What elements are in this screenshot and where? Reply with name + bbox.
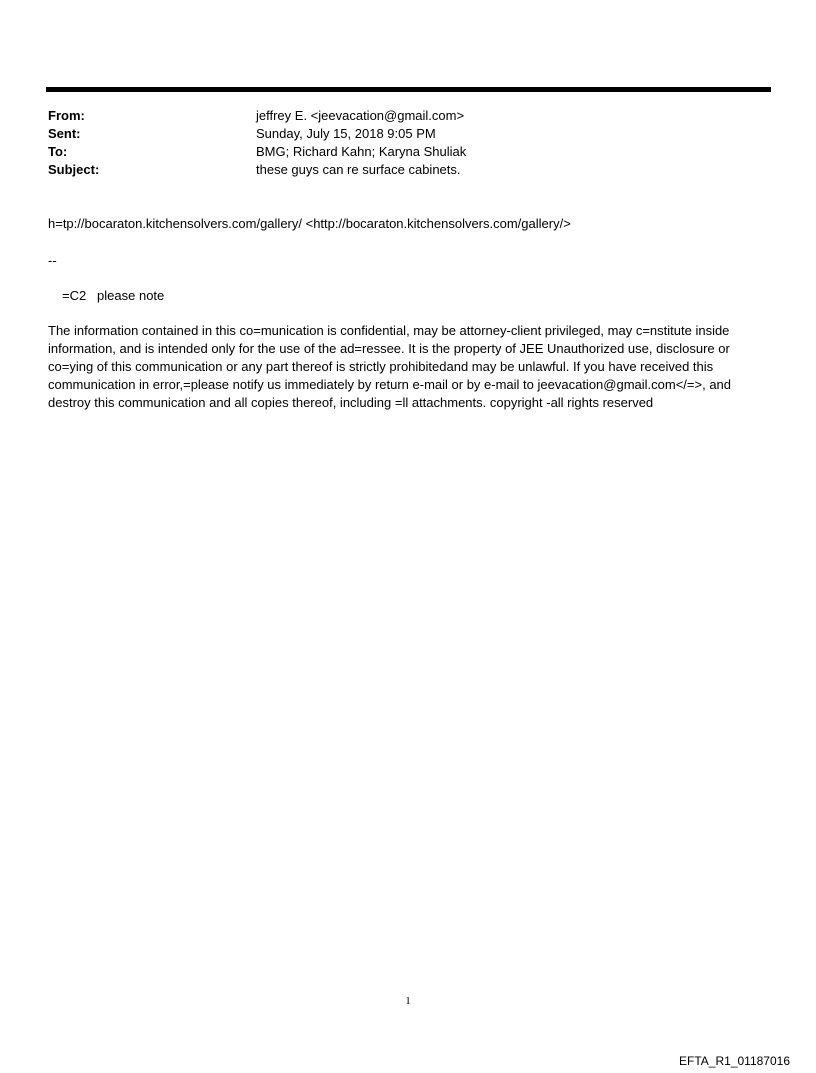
- to-value: BMG; Richard Kahn; Karyna Shuliak: [256, 144, 467, 159]
- confidentiality-disclaimer: The information contained in this co=munication is confidential, may be attorney-client privileged, may c=nstitute inside information, and is intended only for the use of the ad=ressee. It is the property of JEE Unauthorized use, disclosure or co=ying of this communication or any part thereof is strictly prohibitedand may be unlawful. If you have received this communication in error,=please notify us immediately by return e-mail or by e-mail to jeevacation@gmail.com</=>, and destroy this communication and all copies thereof, including =ll attachments. copyright -all rights reserved: [48, 323, 732, 410]
- from-value: jeffrey E. <jeevacation@gmail.com>: [256, 108, 465, 123]
- note-line: =C2 please note: [62, 288, 165, 303]
- document-id: EFTA_R1_01187016: [679, 1054, 790, 1068]
- from-label: From:: [48, 108, 85, 123]
- sent-label: Sent:: [48, 126, 81, 141]
- sent-row: [48, 125, 748, 143]
- subject-row: [48, 161, 748, 179]
- header-divider: [46, 87, 771, 92]
- subject-label: Subject:: [48, 162, 100, 177]
- gallery-link-line: h=tp://bocaraton.kitchensolvers.com/gallery/ <http://bocaraton.kitchensolvers.com/gallery/>: [48, 216, 571, 231]
- to-row: [48, 143, 748, 161]
- from-row: [48, 107, 748, 125]
- email-header: [48, 107, 748, 179]
- sent-value: Sunday, July 15, 2018 9:05 PM: [256, 126, 436, 141]
- signature-separator: --: [48, 253, 57, 268]
- to-label: To:: [48, 144, 68, 159]
- subject-value: these guys can re surface cabinets.: [256, 162, 461, 177]
- page-number: 1: [405, 995, 411, 1007]
